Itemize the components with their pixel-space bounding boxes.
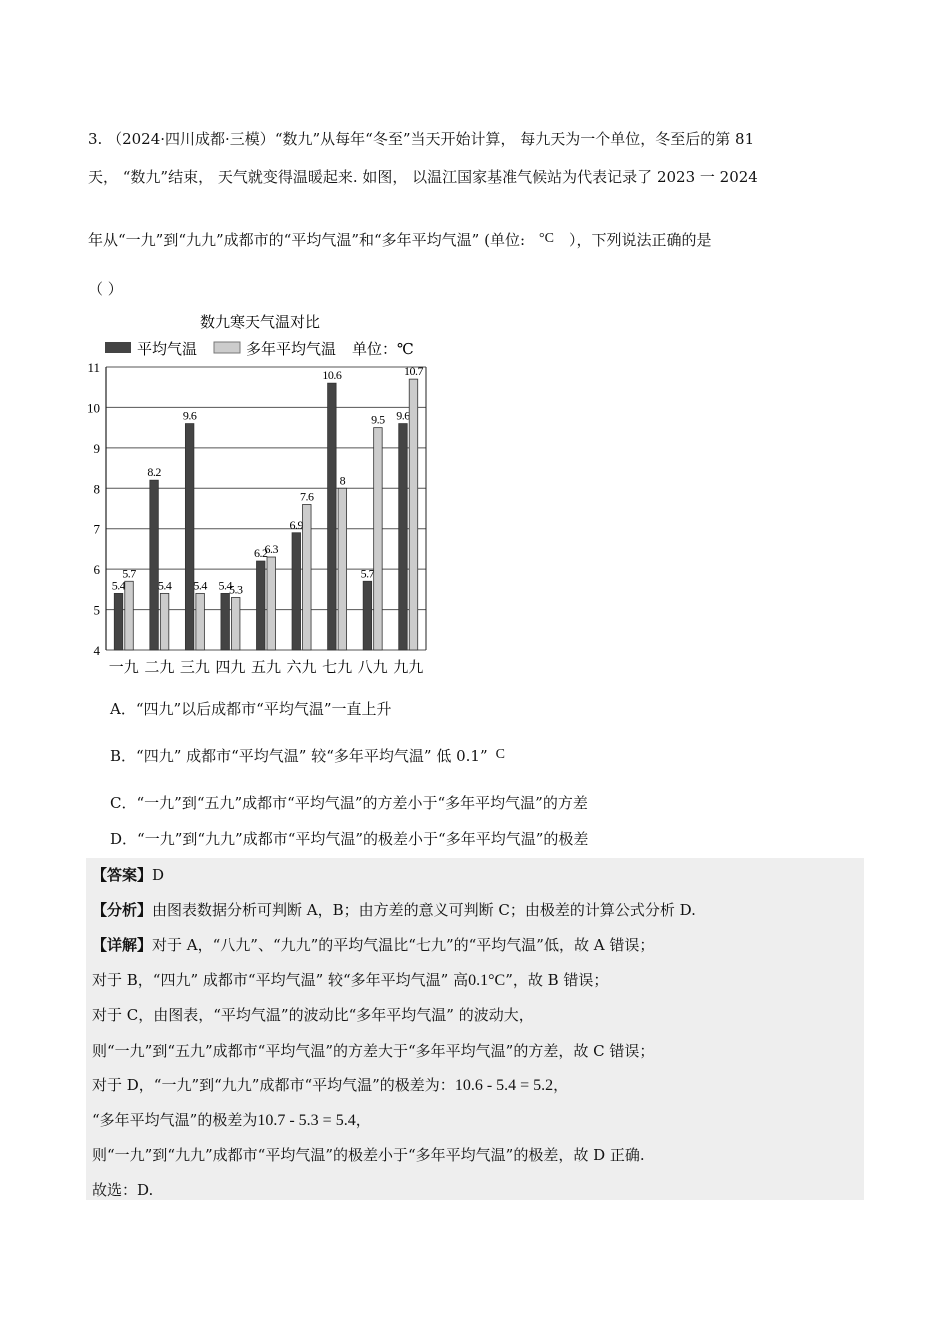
detail-text-2b: ”，故 B 错误； bbox=[505, 971, 609, 989]
bar-series2 bbox=[338, 488, 347, 650]
bar-series2 bbox=[125, 581, 133, 650]
y-tick-label: 4 bbox=[93, 643, 100, 658]
detail-label: 【详解】 bbox=[92, 936, 153, 954]
option-b-text: B．“四九” 成都市“平均气温” 较“多年平均气温” 低 0.1” bbox=[110, 747, 488, 765]
x-axis bbox=[109, 658, 423, 676]
detail-line-7: 则“一九”到“九九”成都市“平均气温”的极差小于“多年平均气温”的极差，故 D 正确. bbox=[92, 1146, 645, 1164]
bar-series1 bbox=[363, 581, 372, 650]
data-label: 5.7 bbox=[122, 566, 136, 581]
option-b bbox=[110, 745, 508, 766]
detail-line-1 bbox=[92, 934, 654, 955]
question-source: （2024·四川成都·三模） bbox=[107, 130, 275, 148]
detail-line-3: 对于 C，由图表，“平均气温”的波动比“多年平均气温” 的波动大， bbox=[92, 1006, 534, 1024]
data-label: 5.4 bbox=[111, 578, 126, 593]
detail-line-2 bbox=[92, 969, 608, 990]
analysis-label: 【分析】 bbox=[92, 901, 153, 919]
data-label: 10.6 bbox=[322, 368, 342, 383]
data-label: 8 bbox=[339, 473, 346, 488]
x-tick-label: 一九 bbox=[108, 658, 139, 676]
data-label: 6.9 bbox=[289, 517, 304, 532]
detail-math-5: 10.6 - 5.4 = 5.2 bbox=[454, 1077, 554, 1094]
x-tick-label: 二九 bbox=[144, 658, 175, 676]
detail-text-6b: ， bbox=[355, 1111, 371, 1129]
legend-label-series2: 多年平均气温 bbox=[246, 340, 337, 358]
x-tick-label: 四九 bbox=[215, 658, 246, 676]
x-tick-label: 九九 bbox=[393, 658, 424, 676]
option-a: A．“四九”以后成都市“平均气温”一直上升 bbox=[110, 700, 392, 718]
data-label: 6.2 bbox=[254, 546, 268, 561]
question-line-1 bbox=[88, 128, 754, 149]
y-tick-label: 5 bbox=[93, 602, 100, 618]
y-tick-label: 6 bbox=[93, 562, 100, 578]
question-line-3 bbox=[88, 229, 712, 250]
bar-series2 bbox=[267, 557, 276, 650]
bar-series1 bbox=[399, 424, 408, 650]
answer-line bbox=[92, 864, 164, 885]
bar-series2 bbox=[409, 379, 418, 650]
bar-series2 bbox=[196, 593, 205, 650]
x-tick-label: 五九 bbox=[250, 658, 282, 676]
bar-series2 bbox=[231, 597, 240, 650]
detail-text-5b: ， bbox=[553, 1076, 569, 1094]
x-tick-label: 七九 bbox=[322, 658, 353, 676]
bar-series1 bbox=[221, 593, 230, 650]
detail-line-8: 故选：D. bbox=[92, 1181, 154, 1199]
question-text-1: “数九”从每年“冬至”当天开始计算， 每九天为一个单位，冬至后的第 81 bbox=[274, 130, 755, 148]
detail-math-2: 0.1°C bbox=[468, 972, 506, 989]
data-label: 5.4 bbox=[218, 578, 232, 593]
detail-text-6a: “多年平均气温”的极差为 bbox=[92, 1111, 258, 1129]
question-text-3: 年从“一九”到“九九”成都市的“平均气温”和“多年平均气温” (单位: bbox=[88, 231, 526, 249]
data-label: 5.4 bbox=[193, 578, 207, 593]
y-tick-label: 11 bbox=[87, 360, 100, 375]
data-label: 7.6 bbox=[300, 489, 314, 504]
unit-celsius: °C bbox=[539, 231, 554, 246]
bar-series2 bbox=[303, 504, 312, 650]
legend-label-series1: 平均气温 bbox=[137, 340, 198, 358]
question-text-3-end: ），下列说法正确的是 bbox=[569, 231, 712, 249]
bar-chart bbox=[80, 305, 440, 680]
bar-series1 bbox=[150, 480, 159, 650]
x-tick-label: 三九 bbox=[179, 658, 210, 676]
data-label: 5.3 bbox=[228, 582, 243, 597]
y-tick-label: 8 bbox=[93, 481, 100, 497]
question-line-2: 天， “数九”结束， 天气就变得温暖起来. 如图， 以温江国家基准气候站为代表记录了 2023 一 2024 bbox=[88, 168, 758, 186]
question-number: 3. bbox=[88, 130, 103, 148]
series1-bars bbox=[112, 368, 410, 650]
answer-label: 【答案】 bbox=[92, 866, 153, 884]
data-label: 6.3 bbox=[264, 542, 278, 557]
bar-series2 bbox=[374, 428, 383, 650]
detail-line-5 bbox=[92, 1074, 568, 1095]
legend-swatch-series2 bbox=[214, 342, 240, 353]
detail-math-6: 10.7 - 5.3 = 5.4 bbox=[257, 1112, 356, 1129]
data-label: 8.2 bbox=[147, 465, 161, 480]
data-label: 5.4 bbox=[157, 578, 172, 593]
bar-series1 bbox=[114, 593, 123, 650]
detail-line-4: 则“一九”到“五九”成都市“平均气温”的方差大于“多年平均气温”的方差，故 C 错误； bbox=[92, 1042, 655, 1060]
option-b-unit: C bbox=[495, 747, 505, 762]
detail-text-2a: 对于 B，“四九” 成都市“平均气温” 较“多年平均气温” 高 bbox=[92, 971, 469, 989]
y-tick-label: 10 bbox=[87, 400, 100, 416]
bar-series1 bbox=[257, 561, 266, 650]
data-label: 10.7 bbox=[403, 364, 423, 379]
bar-series1 bbox=[292, 533, 301, 650]
analysis-line bbox=[92, 899, 696, 920]
legend-unit-label: 单位：℃ bbox=[352, 340, 414, 358]
x-tick-label: 八九 bbox=[357, 658, 388, 676]
y-tick-label: 7 bbox=[93, 521, 100, 537]
legend-swatch-series1 bbox=[105, 342, 131, 353]
bar-series2 bbox=[160, 593, 169, 650]
chart-title: 数九寒天气温对比 bbox=[199, 313, 321, 331]
detail-line-6 bbox=[92, 1109, 371, 1130]
x-tick-label: 六九 bbox=[286, 658, 317, 676]
data-label: 9.5 bbox=[371, 412, 385, 427]
analysis-text: 由图表数据分析可判断 A，B；由方差的意义可判断 C；由极差的计算公式分析 D. bbox=[152, 901, 696, 919]
y-tick-label: 9 bbox=[93, 440, 100, 456]
detail-text-1: 对于 A，“八九”、“九九”的平均气温比“七九”的“平均气温”低，故 A 错误； bbox=[152, 936, 655, 954]
bar-series1 bbox=[328, 383, 337, 650]
answer-value: D bbox=[152, 866, 165, 884]
bar-series1 bbox=[185, 424, 194, 650]
data-label: 5.7 bbox=[360, 566, 375, 581]
data-label: 9.6 bbox=[396, 408, 410, 423]
data-label: 9.6 bbox=[182, 408, 197, 423]
detail-text-5a: 对于 D，“一九”到“九九”成都市“平均气温”的极差为： bbox=[92, 1076, 455, 1094]
answer-paren: （ ） bbox=[88, 280, 123, 298]
option-d: D．“一九”到“九九”成都市“平均气温”的极差小于“多年平均气温”的极差 bbox=[110, 830, 589, 848]
option-c: C．“一九”到“五九”成都市“平均气温”的方差小于“多年平均气温”的方差 bbox=[110, 794, 588, 812]
